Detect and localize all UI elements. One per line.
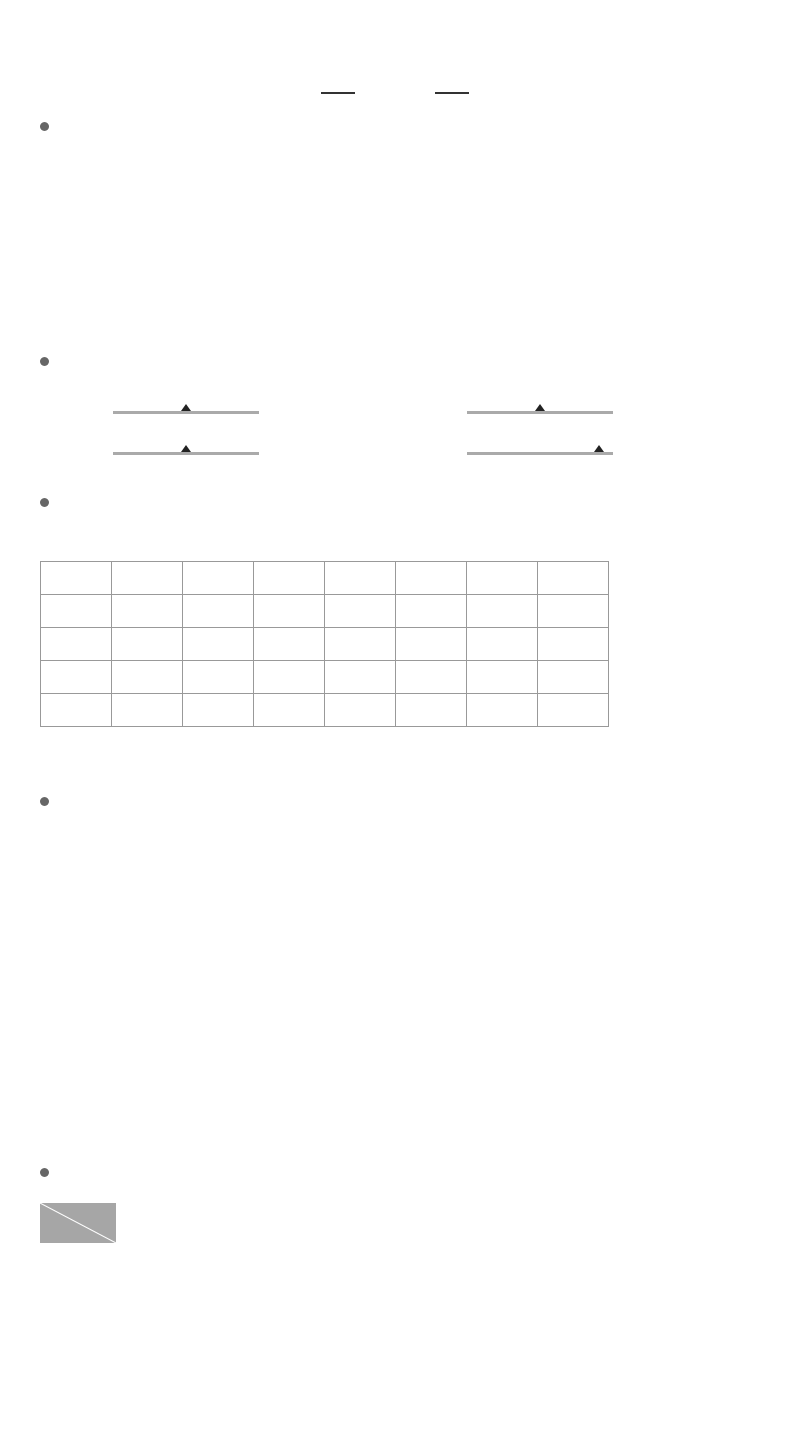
size-table-row bbox=[41, 694, 609, 727]
scale-bar bbox=[113, 411, 259, 414]
size-table-cell bbox=[396, 628, 467, 661]
size-table-cell bbox=[467, 694, 538, 727]
size-table-cell bbox=[325, 694, 396, 727]
header-line-left bbox=[321, 92, 355, 94]
fit-scale bbox=[113, 390, 259, 426]
size-table-cell bbox=[538, 562, 609, 595]
size-table-cell bbox=[112, 694, 183, 727]
bullet-icon bbox=[40, 357, 49, 366]
scale-indicator-icon bbox=[181, 404, 191, 411]
size-table-cell bbox=[112, 661, 183, 694]
size-table-cell bbox=[41, 661, 112, 694]
size-table-row bbox=[41, 628, 609, 661]
bullet-icon bbox=[40, 1168, 49, 1177]
grid-corner bbox=[40, 1203, 116, 1243]
length-scale bbox=[467, 390, 613, 426]
scale-indicator-icon bbox=[535, 404, 545, 411]
size-table-cell bbox=[467, 595, 538, 628]
thickness-scale bbox=[113, 431, 259, 467]
size-table-cell bbox=[467, 628, 538, 661]
section-tryon-info bbox=[40, 792, 61, 813]
size-table-cell bbox=[183, 661, 254, 694]
size-table-cell bbox=[112, 628, 183, 661]
fabric-row bbox=[40, 268, 56, 289]
scale-indicator-icon bbox=[594, 445, 604, 452]
size-table-cell bbox=[396, 595, 467, 628]
size-table-cell bbox=[538, 595, 609, 628]
size-table-cell bbox=[254, 694, 325, 727]
bullet-icon bbox=[40, 122, 49, 131]
price-row bbox=[40, 192, 56, 217]
size-table-cell bbox=[325, 562, 396, 595]
size-table-row bbox=[41, 562, 609, 595]
size-table-cell bbox=[41, 595, 112, 628]
size-table-cell bbox=[183, 595, 254, 628]
size-table-cell bbox=[112, 595, 183, 628]
size-table-cell bbox=[396, 661, 467, 694]
section-product-index bbox=[40, 352, 61, 373]
scale-indicator-icon bbox=[181, 445, 191, 452]
size-table-cell bbox=[254, 628, 325, 661]
size-table bbox=[40, 561, 609, 727]
section-size-info bbox=[40, 493, 61, 514]
size-table-cell bbox=[325, 628, 396, 661]
size-table-cell bbox=[112, 562, 183, 595]
size-table-cell bbox=[183, 628, 254, 661]
size-advice-grid bbox=[40, 1203, 751, 1373]
corner-diagonal-icon bbox=[40, 1203, 116, 1243]
size-table-cell bbox=[538, 694, 609, 727]
size-table-cell bbox=[183, 694, 254, 727]
scale-bar bbox=[113, 452, 259, 455]
size-table-cell bbox=[467, 661, 538, 694]
section-basic-info bbox=[40, 117, 61, 138]
bullet-icon bbox=[40, 498, 49, 507]
section-size-advice bbox=[40, 1163, 61, 1184]
style-number-row bbox=[40, 154, 56, 179]
bullet-icon bbox=[40, 797, 49, 806]
header-line-right bbox=[435, 92, 469, 94]
size-table-cell bbox=[396, 694, 467, 727]
size-table-cell bbox=[183, 562, 254, 595]
size-table-cell bbox=[396, 562, 467, 595]
color-row bbox=[40, 231, 56, 252]
size-table-cell bbox=[325, 595, 396, 628]
size-table-cell bbox=[41, 628, 112, 661]
scale-bar bbox=[467, 411, 613, 414]
size-table-row bbox=[41, 661, 609, 694]
size-table-cell bbox=[467, 562, 538, 595]
size-table-cell bbox=[41, 694, 112, 727]
size-table-cell bbox=[254, 562, 325, 595]
size-table-cell bbox=[254, 661, 325, 694]
elasticity-scale bbox=[467, 431, 613, 467]
size-table-cell bbox=[538, 661, 609, 694]
size-table-cell bbox=[538, 628, 609, 661]
size-table-cell bbox=[254, 595, 325, 628]
size-table-cell bbox=[325, 661, 396, 694]
size-table-row bbox=[41, 595, 609, 628]
scale-bar bbox=[467, 452, 613, 455]
size-table-cell bbox=[41, 562, 112, 595]
